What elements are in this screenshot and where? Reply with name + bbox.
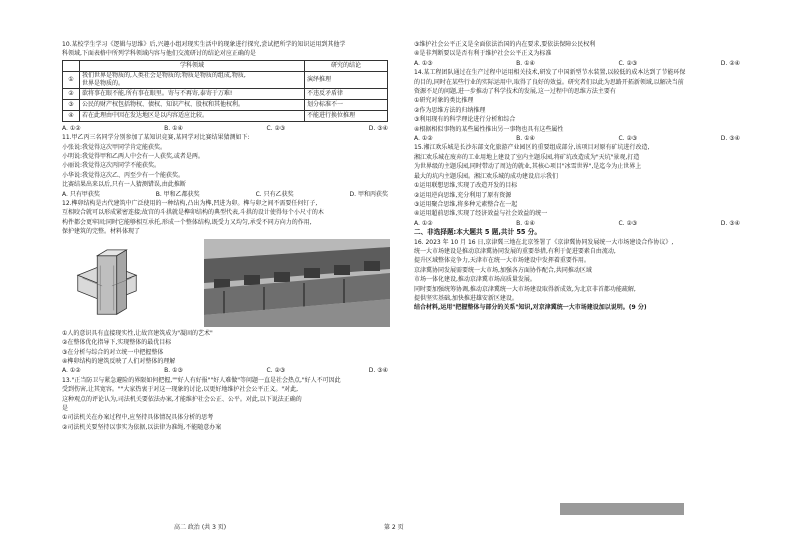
q10-stem-line: 科领域,下面表格中所列学科领域内容与他们交流研讨的结论对应正确的是 [62,50,256,58]
q13-item: ③维护社会公平正义是全面依法治国的内在要求,要依法保障公民权利 [414,41,596,48]
option-a: A. 只有甲获奖 [62,190,100,198]
row-content: 若在此理由中因在发达地区是以内容适应比较。 [80,110,305,121]
q13-line: 是 [62,404,69,412]
page-number: 第 2 页 [384,524,404,531]
q15-item: ④运用超前思维,实现了经济效益与社会效益的统一 [414,210,548,218]
option-d: D. ③④ [368,367,388,375]
q12-item: ①人的意识具有直接现实性,让故宫建筑成为"凝固的艺术" [62,329,213,337]
q12-line: 12.榫卯结构是古代建筑中广泛使用的一种结构,凸出为榫,凹进为卯。榫与卯之间不需要任何钉子, [62,200,318,208]
q11-line: 小明说:我觉得甲和乙两人中会有一人获奖,或者是两。 [62,153,204,161]
q16-line: 市场一体化建设,推动京津冀市场高质量发展。 [414,276,536,284]
q12-figures [62,239,388,327]
option-d: D. ③④ [368,124,388,132]
q11-line: 小丽说:我觉得这次丙同学不能获奖。 [62,162,161,170]
q10-table [62,60,388,122]
q16-line: 提升区域整体竞争力,天津市在统一大市场建设中发挥着重要作用。 [414,257,590,265]
q15-options [414,219,740,228]
option-c: C. ②③ [266,124,286,132]
q15-line: 15.湘江欢乐城是长沙东部文化旅游产业园区的重要组成部分,该项目对原有矿坑进行改造, [414,144,650,152]
row-conclusion: 不违反矛盾律 [305,88,388,99]
q15-item: ③运用聚合思维,将多种元素整合在一起 [414,200,518,208]
q16-prompt: 结合材料,运用"把握整体与部分的关系"知识,对京津冀统一大市场建设加以说明。(9 分) [414,304,647,312]
q11-options [62,190,388,199]
q12-item: ③在分析与综合的对立统一中把握整体 [62,348,164,356]
option-c: C. ②③ [618,135,638,143]
row-conclusion: 不能进行换位推理 [305,110,388,121]
q12-line: 构件都会更牢固;同时它能够相互承托,形成一个整体结构,既受力又均匀,承受不同方向力的作用, [62,218,312,226]
table-header-row [63,60,388,71]
table-row [63,110,388,121]
option-b: B. ①④ [516,135,535,143]
q15-line: 湘江欢乐城在废弃的工业用地上建设了室内主题乐园,将矿坑改造成为"天坑"景观,打造 [414,153,640,161]
q13-line: 受到伤害,让其宽容。""大家热衷于对这一现象的讨论,以更好地维护社会公平正义。"对此, [62,386,299,394]
q14-options [414,134,740,143]
option-a: A. ①③ [414,59,433,67]
option-d: D. ③④ [720,135,740,143]
option-c: C. 只有乙获奖 [255,190,294,198]
q12-line: 保护建筑的完整。材料体现了 [62,228,141,236]
q12-item: ④榫卯结构的建筑反映了人们对整体的理解 [62,357,176,365]
q14-line: 资源不足的问题,进一步推动了科学技术的发展,这一过程中的思维方法主要有 [414,88,616,96]
option-b: B. ①④ [164,124,183,132]
option-b: B. ①③ [164,367,183,375]
q13-options [414,59,740,68]
row-number: ④ [63,110,80,121]
row-conclusion: 划分标准不一 [305,99,388,110]
q12-item: ②在整体优化指导下,实现整体的最优目标 [62,339,172,347]
option-a: A. ①② [62,367,81,375]
q14-item: ④根据相似事物的某些属性推出另一事物也具有这些属性 [414,125,564,133]
option-b: B. ①④ [516,59,535,67]
q15-line: 为世界级的主题乐园,同时带动了周边的就业,其核心项目"冰雪世界",是迄今为止世界上 [414,163,642,171]
left-footer: 高二 政治 (共 3 页) [174,524,227,531]
q11-line: 小华说:我觉得这次乙、丙至少有一个能获奖。 [62,171,185,179]
table-header-empty [63,60,80,71]
q14-item: ③利用现有的科学理论进行分析和综合 [414,116,516,124]
option-c: C. ②③ [618,219,638,227]
q15-item: ①运用联想思维,实现了改造开发的目标 [414,182,518,190]
row-number: ② [63,88,80,99]
q10-options [62,124,388,133]
q11-line: 小张说:我觉得这次甲同学肯定能获奖。 [62,143,167,151]
option-b: B. ①④ [516,219,535,227]
option-d: D. 甲和丙获奖 [349,190,388,198]
option-c: C. ②③ [618,59,638,67]
q16-line: 京津冀协同发展需要统一大市场,加强各方面协作配合,共同推动区域 [414,266,592,274]
option-c: C. ②③ [266,367,286,375]
option-a: A. ①② [414,219,433,227]
q14-item: ①研究对象的类比推理 [414,97,474,105]
q10-stem-line: 10.某校学生学习《逻辑与思维》后,兴趣小组对现实生活中的现象进行探究,尝试把所学的知识运用到其他学 [62,41,346,48]
option-d: D. ②④ [720,59,740,67]
option-d: D. ③④ [720,219,740,227]
q13-line: 这种观点的评论认为,司法机关要依法办案,才能维护社会公正、公平。对此,以下说法正确的 [62,395,302,403]
q16-line: 提供坚实基础,加快推进雄安新区建设。 [414,294,518,302]
q16-line: 同时要加强统筹协调,推动京津冀统一大市场建设取得新成效,为北京非首都功能疏解, [414,285,636,293]
section-heading: 二、非选择题:本大题共 5 题,共计 55 分。 [414,228,541,237]
q13-item: ④是非判断要以是否有利于维护社会公平正义为标准 [414,50,552,58]
q13-item: ①司法机关在办案过程中,应坚持具体情况具体分析的思考 [62,414,214,422]
q13-line: 13."正当防卫与紧急避险的界限如何把握,""好人有好报""好人难做"等问题一直是社会热点,"好人不可因此 [62,376,341,384]
q16-line: 统一大市场建设是推动京津冀协同发展的重要举措,有利于促进要素自由流动, [414,247,616,255]
table-header-conclusion: 研究的结论 [305,60,388,71]
left-column [62,40,388,432]
row-conclusion: 演绎推理 [305,71,388,88]
q12-line: 互相咬合就可以形成紧密连接;故宫的斗拱就是榫卯结构的典型代表,斗拱的设计使得每个小尺寸的木 [62,209,324,217]
table-row [63,71,388,88]
q14-line: 的目的,同时在某些行业的实际运用中,取得了良好的效益。研究者们以此为思路开拓新领域,以解决当前 [414,78,684,86]
q12-options [62,366,388,375]
q13-item: ②司法机关要坚持以事实为依据,以法律为准绳,不能随意办案 [62,423,222,431]
q16-line: 16. 2023 年 10 月 16 日,京津冀三地在北京签署了《京津冀协同发展统一大市场建设合作协议》, [414,238,674,246]
option-a: A. ①② [62,124,81,132]
row-number: ③ [63,99,80,110]
q15-line: 最大的坑内主题乐园。湘江欢乐城的成功建设启示我们 [414,172,559,180]
gray-stamp-bar [560,503,684,515]
q14-line: 14.某工程团队通过在生产过程中运用相关技术,研发了中国新型节水装置,以较低的成本达到了节能环保 [414,69,686,77]
table-header-field: 学科领域 [80,60,305,71]
row-content: 欲将事在眼不能,所有事在眼里。寄与不再寄,泰寄于万难! [80,88,305,99]
q11-line: 比赛结果出来以后,只有一人猜测错误,由此推断 [62,181,186,189]
table-row [63,88,388,99]
option-a: A. ①② [414,135,433,143]
row-content: 我们世界是物质的,人类社会是物质的;物质是物质的组成,物质, 世界是物质的。 [80,71,305,88]
row-number: ① [63,71,80,88]
q15-item: ②运用逆向思维,充分利用了原有资源 [414,191,512,199]
row-content: 公民的财产权包括物权、债权、知识产权、股权和其他权利。 [80,99,305,110]
palace-bracket-photo [204,239,390,327]
q11-line: 11.甲乙丙三名同学分别参加了某知识竞赛,某同学对比赛结果猜测如下: [62,134,250,142]
right-column [414,40,740,313]
option-b: B. 甲和乙都获奖 [155,190,200,198]
q14-item: ②作为思维方法的归纳推理 [414,106,486,114]
table-row [63,99,388,110]
mortise-tenon-joint-figure [68,245,146,325]
